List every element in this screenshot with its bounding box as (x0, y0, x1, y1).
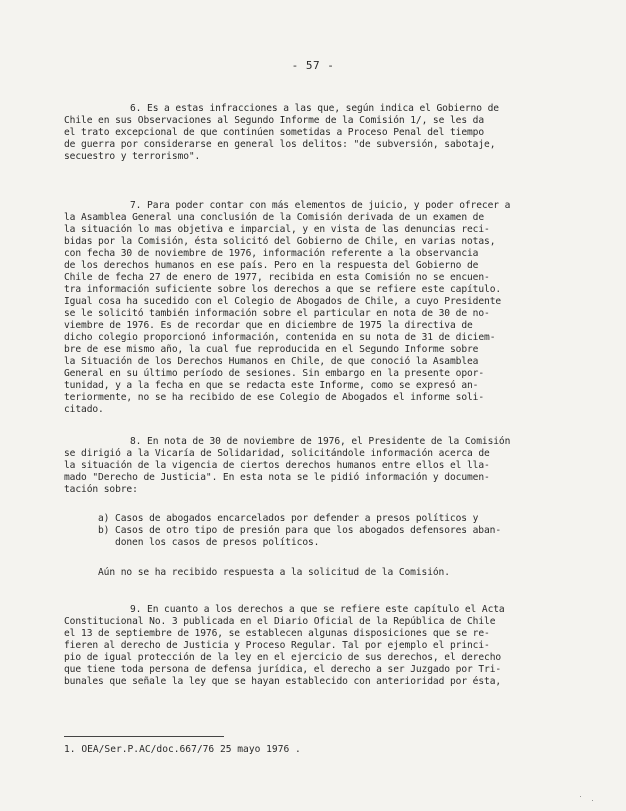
footnote-divider (64, 736, 224, 737)
text-line: tación sobre: (64, 484, 138, 495)
text-line: bidas por la Comisión, ésta solicitó del Gobierno de Chile, en varias notas, (64, 236, 496, 247)
text-line: dicho colegio proporcionó información, contenida en su nota de 31 de diciem- (64, 332, 496, 343)
paragraph-9 (64, 604, 560, 688)
paragraph-7 (64, 200, 560, 416)
text-line: pio de igual protección de la ley en el ejercicio de sus derechos, el derecho (64, 652, 502, 663)
text-line: de guerra por considerarse en general los delitos: "de subversión, sabotaje, (64, 139, 496, 150)
text-line: la situación lo mas objetiva e imparcial, y en vista de las denuncias reci- (64, 224, 490, 235)
text-line: la Situación de los Derechos Humanos en Chile, de que conoció la Asamblea (64, 356, 479, 367)
list-item: a) Casos de abogados encarcelados por defender a presos políticos y (98, 513, 479, 524)
text-line: tra información suficiente sobre los derechos a que se refiere este capítulo. (64, 284, 502, 295)
text-line: el 13 de septiembre de 1976, se establecen algunas disposiciones que se re- (64, 628, 490, 639)
text-line: el trato excepcional de que continúen sometidas a Proceso Penal del tiempo (64, 127, 485, 138)
text-line: Chile de fecha 27 de enero de 1977, recibida en esta Comisión no se encuen- (64, 272, 490, 283)
text-line: 9. En cuanto a los derechos a que se refiere este capítulo el Acta (130, 604, 505, 615)
text-line: citado. (64, 404, 104, 415)
paragraph-8-note (98, 567, 564, 579)
paragraph-8-list (98, 513, 564, 549)
text-line: 7. Para poder contar con más elementos de juicio, y poder ofrecer a (130, 200, 511, 211)
text-line: bunales que señale la ley que se hayan establecido con anterioridad por ésta, (64, 676, 502, 687)
text-line: Chile en sus Observaciones al Segundo Informe de la Comisión 1/, se les da (64, 115, 485, 126)
paragraph-6 (64, 103, 560, 163)
text-line: General en su último período de sesiones. Sin embargo en la presente opor- (64, 368, 485, 379)
text-line: la situación de la vigencia de ciertos derechos humanos entre ellos el lla- (64, 460, 490, 471)
text-line: bre de ese mismo año, la cual fue reproducida en el Segundo Informe sobre (64, 344, 479, 355)
list-item: b) Casos de otro tipo de presión para que los abogados defensores aban- (98, 525, 501, 536)
text-line: se dirigió a la Vicaría de Solidaridad, solicitándole información acerca de (64, 448, 490, 459)
scan-speck (592, 800, 593, 801)
text-line: teriormente, no se ha recibido de ese Colegio de Abogados el informe soli- (64, 392, 485, 403)
text-line: con fecha 30 de noviembre de 1976, información referente a la observancia (64, 248, 479, 259)
text-line: Aún no se ha recibido respuesta a la solicitud de la Comisión. (98, 567, 450, 578)
text-line: fieren al derecho de Justicia y Proceso Regular. Tal por ejemplo el princi- (64, 640, 490, 651)
footnote: 1. OEA/Ser.P.AC/doc.667/76 25 mayo 1976 . (64, 744, 301, 755)
text-line: Constitucional No. 3 publicada en el Diario Oficial de la República de Chile (64, 616, 496, 627)
text-line: 8. En nota de 30 de noviembre de 1976, el Presidente de la Comisión (130, 436, 511, 447)
text-line: mado "Derecho de Justicia". En esta nota se le pidió información y documen- (64, 472, 490, 483)
text-line: 6. Es a estas infracciones a las que, según indica el Gobierno de (130, 103, 499, 114)
text-line: Igual cosa ha sucedido con el Colegio de Abogados de Chile, a cuyo Presidente (64, 296, 502, 307)
paragraph-8 (64, 436, 560, 496)
text-line: la Asamblea General una conclusión de la Comisión derivada de un examen de (64, 212, 485, 223)
text-line: viembre de 1976. Es de recordar que en diciembre de 1975 la directiva de (64, 320, 473, 331)
page-number: - 57 - (291, 59, 335, 72)
text-line: secuestro y terrorismo". (64, 151, 201, 162)
text-line: se le solicitó también información sobre el particular en nota de 30 de no- (64, 308, 490, 319)
text-line: tunidad, y a la fecha en que se redacta este Informe, como se expresó an- (64, 380, 479, 391)
text-line: de los derechos humanos en ese país. Pero en la respuesta del Gobierno de (64, 260, 479, 271)
scan-speck (580, 796, 581, 797)
list-item: donen los casos de presos políticos. (98, 537, 320, 548)
text-line: que tiene toda persona de defensa jurídica, el derecho a ser Juzgado por Tri- (64, 664, 502, 675)
